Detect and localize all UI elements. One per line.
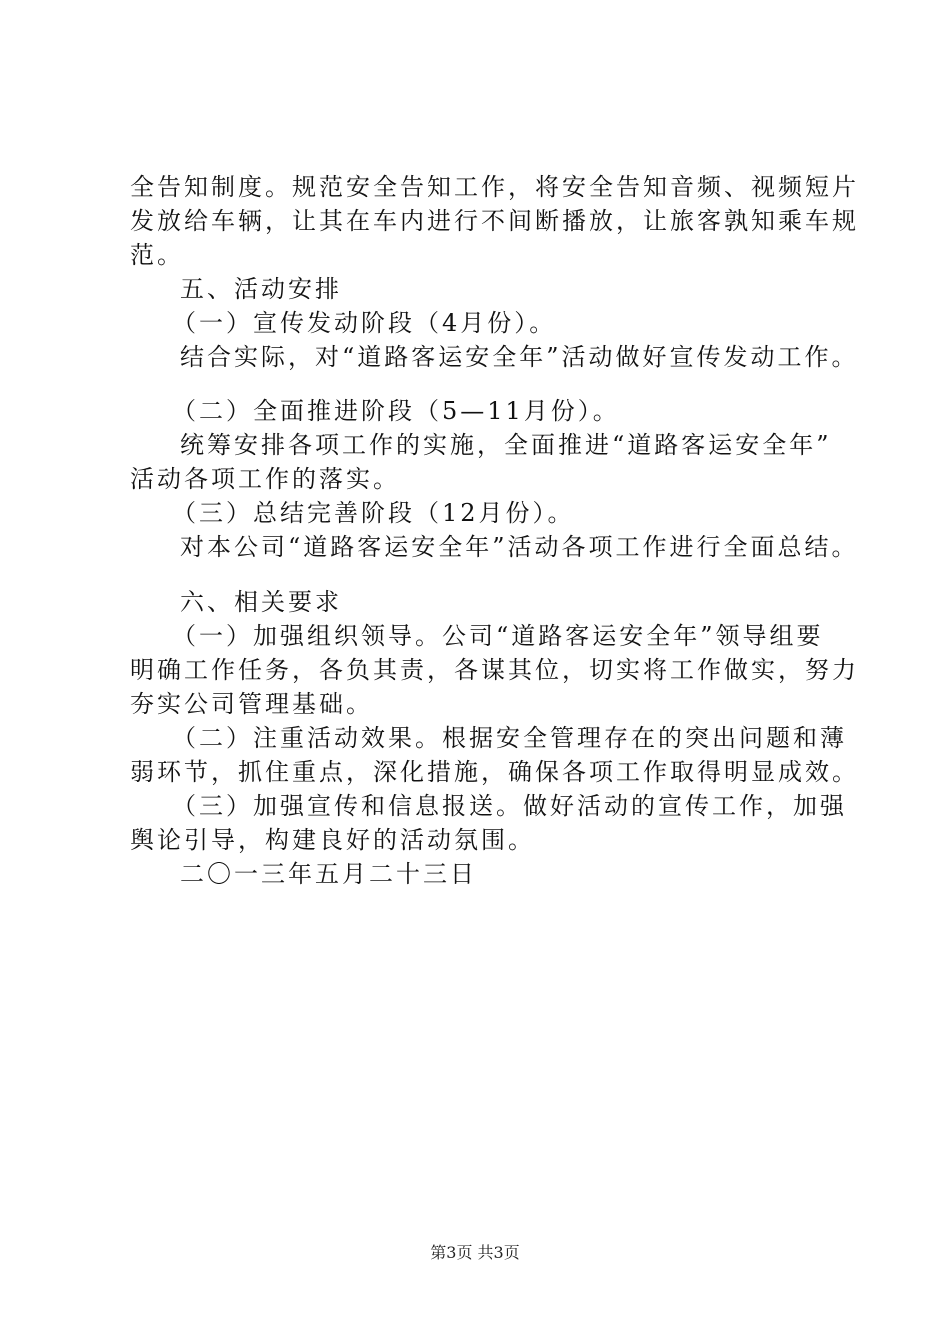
paragraph-line: （一）加强组织领导。公司“道路客运安全年”领导组要 — [172, 622, 824, 650]
paragraph-line: 全告知制度。规范安全告知工作，将安全告知音频、视频短片 — [130, 173, 859, 201]
paragraph-line: （三）加强宣传和信息报送。做好活动的宣传工作，加强 — [172, 792, 847, 820]
section-heading: 五、活动安排 — [180, 275, 342, 303]
subsection-heading: （三）总结完善阶段（12月份）。 — [172, 499, 575, 527]
subsection-heading: （二）全面推进阶段（5—11月份）。 — [172, 397, 620, 425]
paragraph-line: 结合实际，对“道路客运安全年”活动做好宣传发动工作。 — [180, 343, 859, 371]
section-heading: 六、相关要求 — [180, 588, 342, 616]
paragraph-line: 发放给车辆，让其在车内进行不间断播放，让旅客孰知乘车规 — [130, 207, 859, 235]
paragraph-line: 活动各项工作的落实。 — [130, 465, 400, 493]
page-number-footer: 第3页 共3页 — [430, 1243, 520, 1262]
document-date: 二〇一三年五月二十三日 — [180, 860, 477, 888]
paragraph-line: 明确工作任务，各负其责，各谋其位，切实将工作做实，努力 — [130, 656, 859, 684]
paragraph-line: （二）注重活动效果。根据安全管理存在的突出问题和薄 — [172, 724, 847, 752]
paragraph-line: 范。 — [130, 241, 184, 269]
paragraph-line: 弱环节，抓住重点，深化措施，确保各项工作取得明显成效。 — [130, 758, 859, 786]
paragraph-line: 统筹安排各项工作的实施，全面推进“道路客运安全年” — [180, 431, 832, 459]
paragraph-line: 舆论引导，构建良好的活动氛围。 — [130, 826, 535, 854]
subsection-heading: （一）宣传发动阶段（4月份）。 — [172, 309, 557, 337]
paragraph-line: 夯实公司管理基础。 — [130, 690, 373, 718]
paragraph-line: 对本公司“道路客运安全年”活动各项工作进行全面总结。 — [180, 533, 859, 561]
